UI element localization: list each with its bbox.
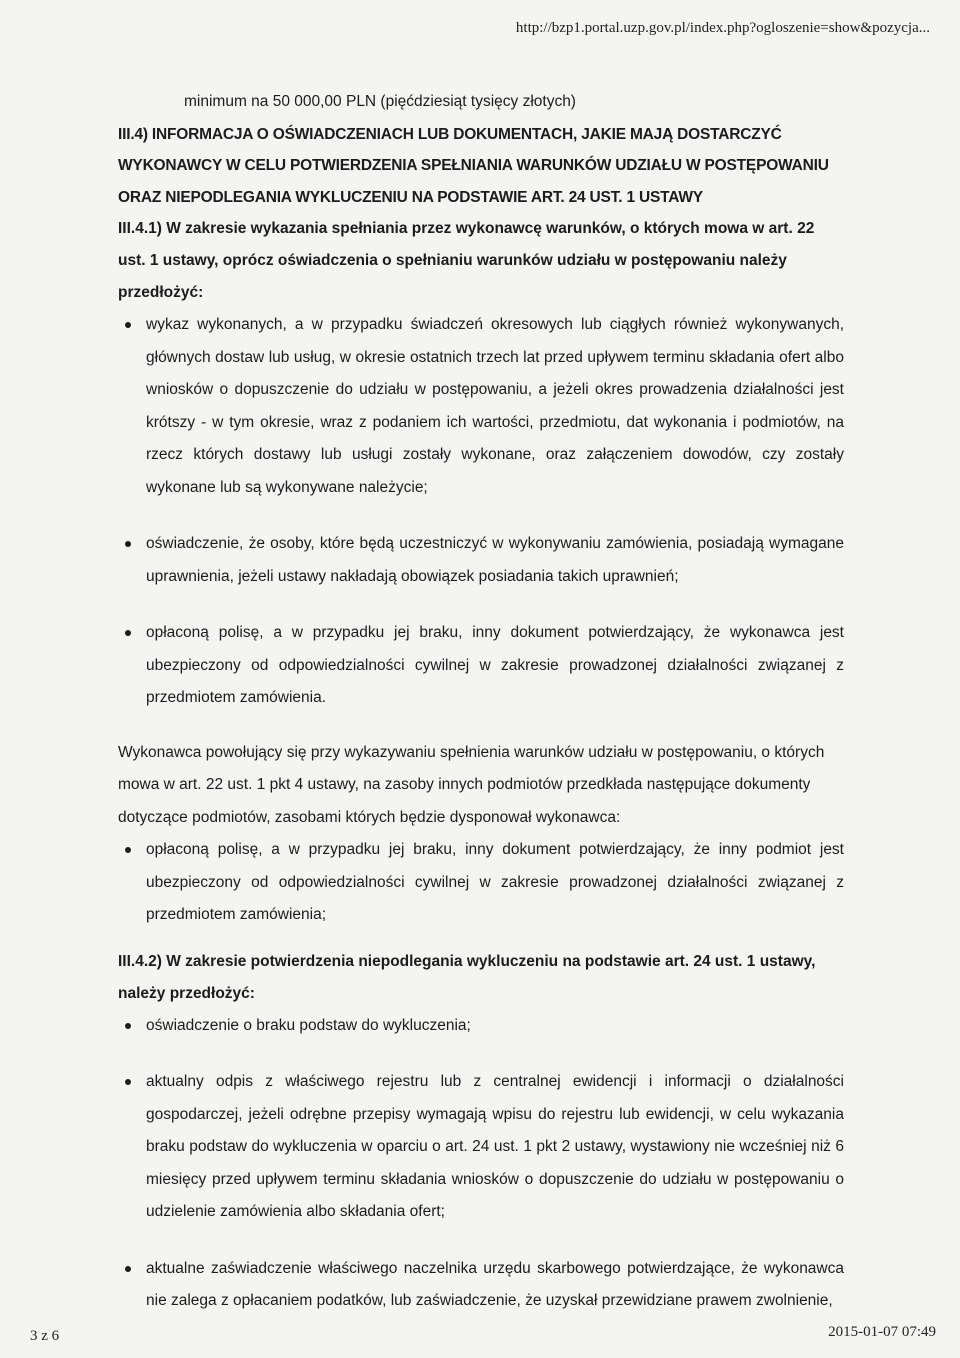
source-url: http://bzp1.portal.uzp.gov.pl/index.php?ogloszenie=show&pozycja... [515,20,930,36]
documents-list-conditions [118,309,844,715]
list-item: wykaz wykonanych, a w przypadku świadczeń okresowych lub ciągłych również wykonywanych, głównych dostaw lub usług, w okresie ostatnich trzech lat przed upływem terminu składania ofert albo wniosków o dopuszczenie do udziału w postępowaniu, a jeżeli okres prowadzenia działalności jest krótszy - w tym okresie, wraz z podaniem ich wartości, przedmiotu, dat wykonania i podmiotów, na rzecz których dostawy lub usługi zostały wykonane, oraz załączeniem dowodów, czy zostały wykonane lub są wykonywane należycie; [118,309,844,504]
subheading-iii41: III.4.1) W zakresie wykazania spełniania przez wykonawcę warunków, o których mowa w art. 22 ust. 1 ustawy, oprócz oświadczenia o spełnianiu warunków udziału w postępowaniu należy przedłożyć: [118,220,815,301]
minimum-amount-line: minimum na 50 000,00 PLN (pięćdziesiąt tysięcy złotych) [184,93,576,110]
print-timestamp: 2015-01-07 07:49 [828,1324,936,1340]
list-item: oświadczenie, że osoby, które będą uczestniczyć w wykonywaniu zamówienia, posiadają wymagane uprawnienia, jeżeli ustawy nakładają obowiązek posiadania takich uprawnień; [118,528,844,593]
list-item: oświadczenie o braku podstaw do wykluczenia; [118,1010,844,1043]
list-item: opłaconą polisę, a w przypadku jej braku, inny dokument potwierdzający, że inny podmiot jest ubezpieczony od odpowiedzialności cywilnej w zakresie prowadzonej działalności związanej z przedmiotem zamówienia; [118,834,844,932]
section-heading-iii4: III.4) INFORMACJA O OŚWIADCZENIACH LUB DOKUMENTACH, JAKIE MAJĄ DOSTARCZYĆ WYKONAWCY W CELU POTWIERDZENIA SPEŁNIANIA WARUNKÓW UDZIAŁU W POSTĘPOWANIU ORAZ NIEPODLEGANIA WYKLUCZENIU NA PODSTAWIE ART. 24 UST. 1 USTAWY [118,125,829,206]
document-body [118,86,844,1318]
list-item: aktualne zaświadczenie właściwego naczelnika urzędu skarbowego potwierdzające, że wykonawca nie zalega z opłacaniem podatków, lub zaświadczenie, że uzyskał przewidziane prawem zwolnienie, [118,1253,844,1318]
list-item: opłaconą polisę, a w przypadku jej braku, inny dokument potwierdzający, że wykonawca jest ubezpieczony od odpowiedzialności cywilnej w zakresie prowadzonej działalności związanej z przedmiotem zamówienia. [118,617,844,715]
list-item: aktualny odpis z właściwego rejestru lub z centralnej ewidencji i informacji o działalności gospodarczej, jeżeli odrębne przepisy wymagają wpisu do rejestru lub ewidencji, w celu wykazania braku podstaw do wykluczenia w oparciu o art. 24 ust. 1 pkt 2 ustawy, wystawiony nie wcześniej niż 6 miesięcy przed upływem terminu składania wniosków o dopuszczenie do udziału w postępowaniu o udzielenie zamówienia albo składania ofert; [118,1066,844,1229]
documents-list-exclusion [118,1010,844,1318]
paragraph-third-party-resources: Wykonawca powołujący się przy wykazywaniu spełnienia warunków udziału w postępowaniu, o których mowa w art. 22 ust. 1 pkt 4 ustawy, na zasoby innych podmiotów przedkłada następujące dokumenty dotyczące podmiotów, zasobami których będzie dysponował wykonawca: [118,743,825,826]
subheading-iii42: III.4.2) W zakresie potwierdzenia niepodlegania wykluczeniu na podstawie art. 24 ust. 1 ustawy, należy przedłożyć: [118,952,816,1002]
page-number: 3 z 6 [30,1328,60,1344]
documents-list-third-party [118,834,844,932]
